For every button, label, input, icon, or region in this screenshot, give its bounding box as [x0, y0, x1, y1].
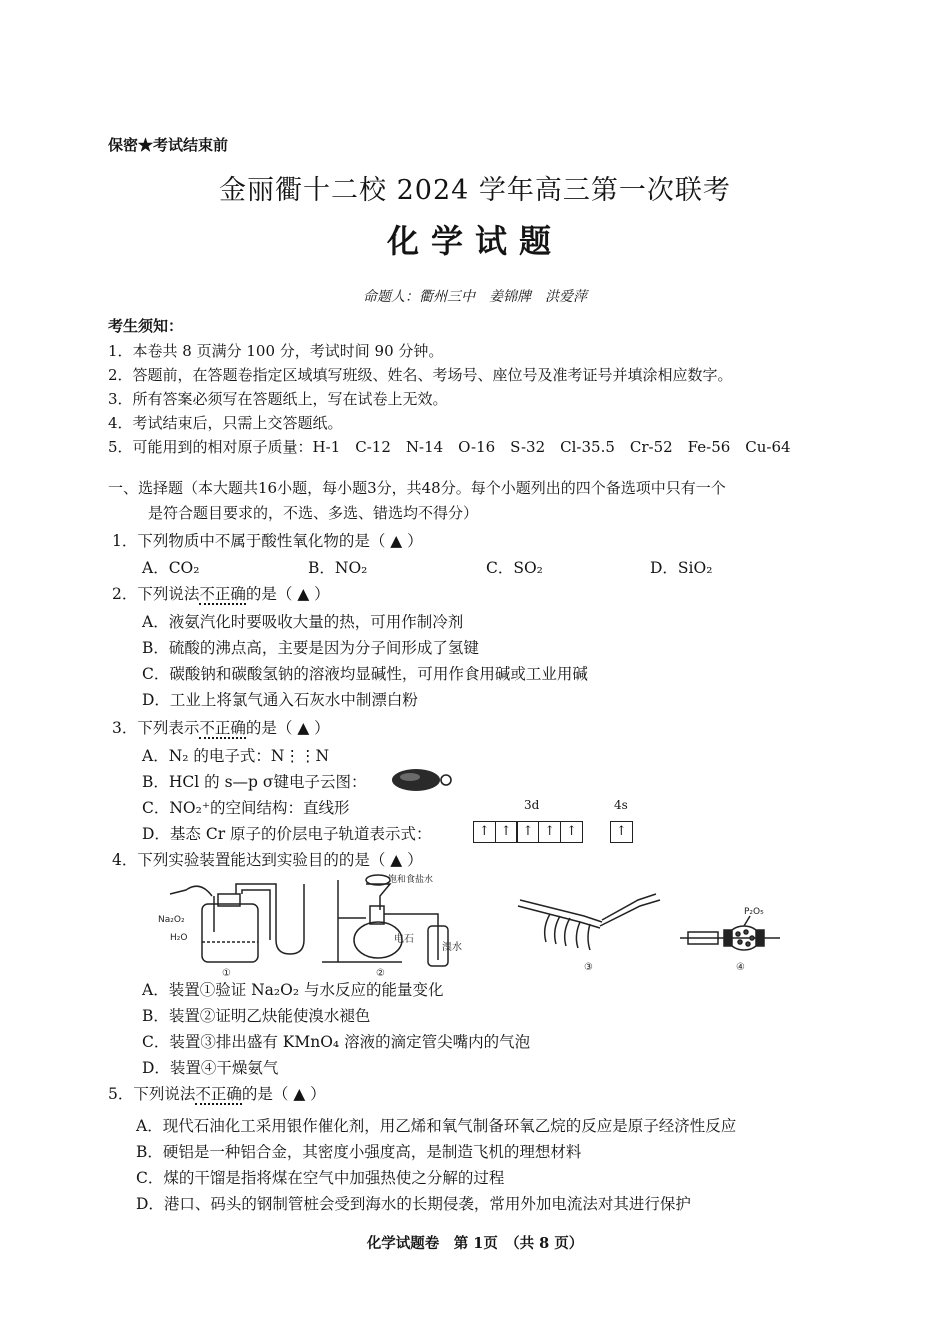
s-p-sigma-bond-cloud-icon [388, 766, 458, 794]
apparatus-1 [158, 884, 304, 978]
stem-text: 2．下列说法 [112, 585, 200, 603]
fig-label: 溴水 [442, 942, 462, 953]
fig-number: ③ [584, 962, 593, 973]
fig-number: ① [222, 968, 231, 978]
orbital-box: ↑ [538, 821, 561, 843]
q4-option-b: B．装置②证明乙炔能使溴水褪色 [142, 1007, 371, 1025]
q5-option-a: A．现代石油化工采用银作催化剂，用乙烯和氧气制备环氧乙烷的反应是原子经济性反应 [136, 1117, 737, 1135]
section-title-cont: 是符合题目要求的，不选、多选、错选均不得分） [148, 504, 479, 522]
exam-title: 金丽衢十二校 2024 学年高三第一次联考 [219, 175, 731, 206]
stem-text: 的是（ ▲ ） [245, 719, 330, 737]
page-footer: 化学试题卷 第 1页 （共 8 页） [366, 1235, 584, 1252]
orbital-box: ↑ [560, 821, 583, 843]
orbital-box: ↑ [516, 821, 539, 843]
question-4-stem: 4．下列实验装置能达到实验目的的是（ ▲ ） [112, 851, 423, 869]
q3-option-b: B．HCl 的 s—p σ键电子云图： [142, 773, 367, 791]
emphasis-text: 不正确 [195, 1085, 242, 1103]
apparatus-figures [140, 870, 820, 978]
q4-option-c: C．装置③排出盛有 KMnO₄ 溶液的滴定管尖嘴内的气泡 [142, 1033, 531, 1051]
stem-text: 的是（ ▲ ） [245, 585, 330, 603]
q1-option-c: C．SO₂ [486, 559, 543, 577]
emphasis-text: 不正确 [199, 585, 246, 603]
q1-option-b: B．NO₂ [308, 559, 368, 577]
q5-option-b: B．硬铝是一种铝合金，其密度小强度高，是制造飞机的理想材料 [136, 1143, 582, 1161]
fig-label: H₂O [170, 933, 188, 943]
apparatus-2 [322, 873, 462, 978]
orbital-box: ↑ [495, 821, 518, 843]
author-line: 命题人：衢州三中 姜锦牌 洪爱萍 [363, 289, 587, 305]
stem-text: 5．下列说法 [108, 1085, 196, 1103]
orbital-4s-box [611, 820, 633, 843]
question-1-stem: 1．下列物质中不属于酸性氧化物的是（ ▲ ） [112, 532, 423, 550]
q2-option-c: C．碳酸钠和碳酸氢钠的溶液均显碱性，可用作食用碱或工业用碱 [142, 665, 588, 683]
q4-option-a: A．装置①验证 Na₂O₂ 与水反应的能量变化 [142, 981, 444, 999]
stem-text: 3．下列表示 [112, 719, 200, 737]
q2-option-b: B．硫酸的沸点高，主要是因为分子间形成了氢键 [142, 639, 479, 657]
q3-option-d: D．基态 Cr 原子的价层电子轨道表示式： [142, 825, 432, 843]
note-item: 5．可能用到的相对原子质量：H-1 C-12 N-14 O-16 S-32 Cl-35.5 Cr-52 Fe-56 Cu-64 [108, 438, 791, 456]
q5-option-c: C．煤的干馏是指将煤在空气中加强热使之分解的过程 [136, 1169, 505, 1187]
q1-option-d: D．SiO₂ [650, 559, 713, 577]
label-4s: 4s [614, 798, 628, 812]
q2-option-d: D．工业上将氯气通入石灰水中制漂白粉 [142, 691, 418, 709]
notes-heading: 考生须知： [108, 317, 184, 335]
section-title: 一、选择题（本大题共16小题，每小题3分，共48分。每个小题列出的四个备选项中只有一个 [108, 479, 726, 497]
fig-label: P₂O₅ [744, 907, 764, 917]
question-2-stem [112, 582, 330, 604]
note-item: 1．本卷共 8 页满分 100 分，考试时间 90 分钟。 [108, 342, 444, 360]
q4-option-d: D．装置④干燥氨气 [142, 1059, 279, 1077]
orbital-box: ↑ [473, 821, 496, 843]
apparatus-4 [680, 907, 780, 973]
orbital-3d-boxes [474, 820, 583, 843]
fig-number: ② [376, 968, 385, 978]
question-3-stem [112, 716, 330, 738]
note-item: 3．所有答案必须写在答题纸上，写在试卷上无效。 [108, 390, 448, 408]
fig-label: 饱和食盐水 [388, 875, 434, 885]
q5-option-d: D．港口、码头的钢制管桩会受到海水的长期侵袭，常用外加电流法对其进行保护 [136, 1195, 691, 1213]
question-5-stem [108, 1082, 326, 1104]
note-item: 2．答题前，在答题卷指定区域填写班级、姓名、考场号、座位号及准考证号并填涂相应数字。 [108, 366, 733, 384]
q3-option-c: C．NO₂⁺的空间结构：直线形 [142, 799, 350, 817]
fig-label: 电石 [394, 934, 414, 945]
q2-option-a: A．液氨汽化时要吸收大量的热，可用作制冷剂 [142, 613, 464, 631]
orbital-box: ↑ [610, 821, 633, 843]
q1-option-a: A．CO₂ [142, 559, 200, 577]
label-3d: 3d [524, 798, 540, 812]
note-item: 4．考试结束后，只需上交答题纸。 [108, 414, 343, 432]
q3-option-a: A．N₂ 的电子式：N⋮⋮N [142, 747, 330, 765]
apparatus-3 [518, 894, 660, 973]
confidential-label: 保密★考试结束前 [108, 136, 229, 154]
emphasis-text: 不正确 [199, 719, 246, 737]
subject-title: 化学试题 [386, 222, 563, 260]
fig-label: Na₂O₂ [158, 915, 185, 925]
fig-number: ④ [736, 962, 745, 973]
stem-text: 的是（ ▲ ） [241, 1085, 326, 1103]
